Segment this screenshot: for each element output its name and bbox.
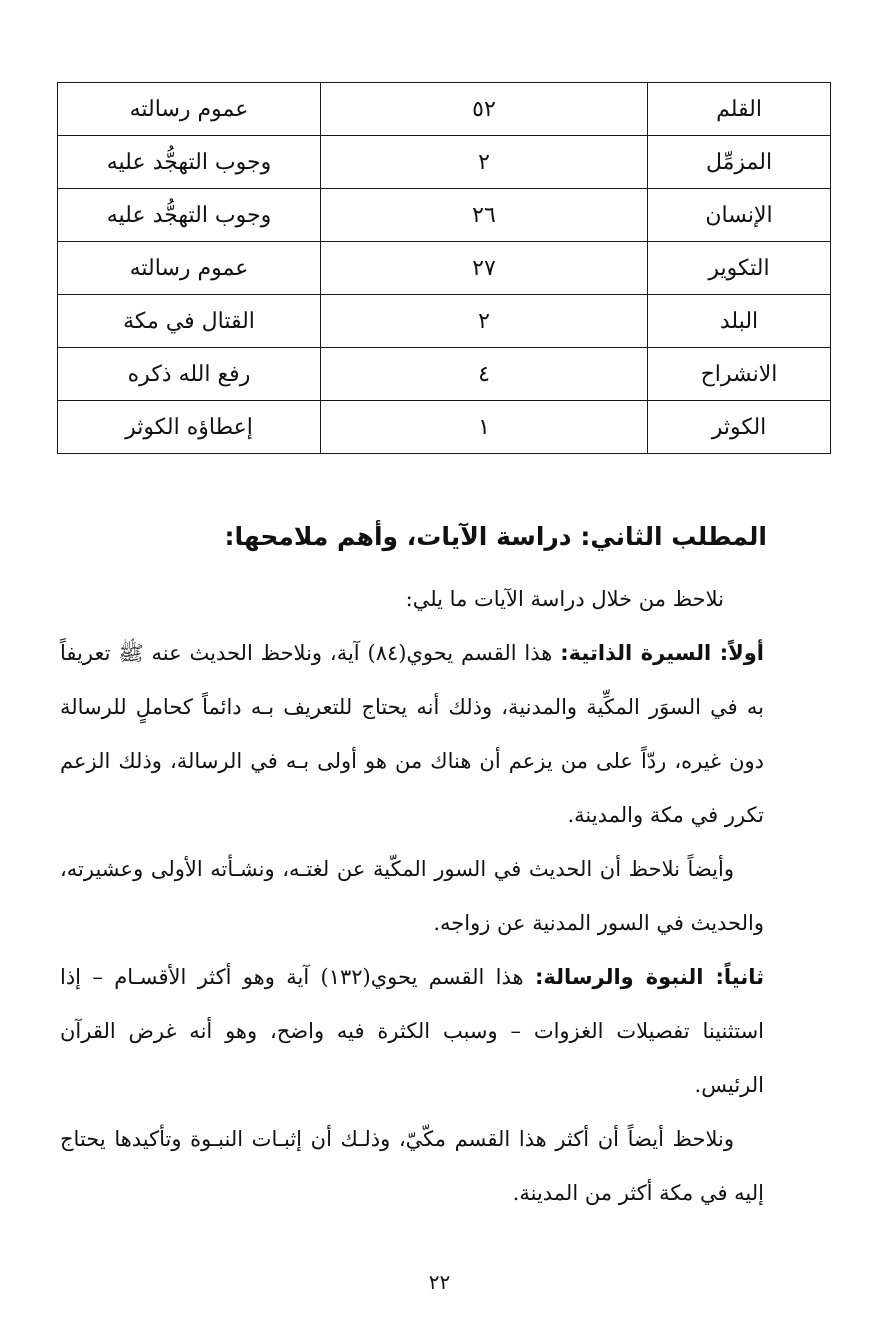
verse-count-cell: ٢ [321, 295, 648, 348]
topic-cell: عموم رسالته [58, 83, 321, 136]
topic-cell: عموم رسالته [58, 242, 321, 295]
surah-cell: المزمِّل [648, 136, 831, 189]
verse-count-cell: ٢٦ [321, 189, 648, 242]
paragraph-lead: ثانياً: النبوة والرسالة: [534, 965, 764, 989]
verse-count-cell: ٥٢ [321, 83, 648, 136]
topic-cell: القتال في مكة [58, 295, 321, 348]
verse-count-cell: ٢ [321, 136, 648, 189]
surah-table [57, 82, 831, 454]
table-row [58, 136, 831, 189]
paragraph-prophethood [60, 950, 764, 1112]
topic-cell: إعطاؤه الكوثر [58, 401, 321, 454]
table-row [58, 401, 831, 454]
page-number: ٢٢ [428, 1270, 451, 1294]
paragraph-lead: أولاً: السيرة الذاتية: [560, 641, 765, 665]
surah-table-body [58, 83, 831, 454]
surah-cell: الكوثر [648, 401, 831, 454]
table-row [58, 189, 831, 242]
paragraph-text: هذا القسم يحوي(١٣٢) آية وهو أكثر الأقسـام – إذا استثنينا تفصيلات الغزوات – وسبب الكثرة فيه واضح، وهو أنه غرض القرآن الرئيس. [60, 965, 764, 1097]
topic-cell: وجوب التهجُّد عليه [58, 136, 321, 189]
surah-cell: الانشراح [648, 348, 831, 401]
surah-cell: القلم [648, 83, 831, 136]
verse-count-cell: ١ [321, 401, 648, 454]
paragraph-upbringing: وأيضاً نلاحظ أن الحديث في السور المكّية عن لغتـه، ونشـأته الأولى وعشيرته، والحديث في السور المدنية عن زواجه. [60, 857, 764, 935]
verse-count-cell: ٤ [321, 348, 648, 401]
paragraph-biography [60, 626, 764, 842]
verse-count-cell: ٢٧ [321, 242, 648, 295]
body-text [60, 572, 764, 1220]
section-heading: المطلب الثاني: دراسة الآيات، وأهم ملامحها: [224, 522, 767, 551]
surah-cell: الإنسان [648, 189, 831, 242]
table-row [58, 295, 831, 348]
topic-cell: رفع الله ذكره [58, 348, 321, 401]
topic-cell: وجوب التهجُّد عليه [58, 189, 321, 242]
table-row [58, 83, 831, 136]
table-row [58, 242, 831, 295]
table-row [58, 348, 831, 401]
paragraph-meccan: ونلاحظ أيضاً أن أكثر هذا القسم مكّيّ، وذلـك أن إثبـات النبـوة وتأكيدها يحتاج إليه في مكة أكثر من المدينة. [60, 1127, 764, 1205]
surah-cell: التكوير [648, 242, 831, 295]
intro-paragraph: نلاحظ من خلال دراسة الآيات ما يلي: [405, 587, 724, 611]
paragraph-text: هذا القسم يحوي(٨٤) آية، ونلاحظ الحديث عنه ﷺ تعريفاً به في السوَر المكِّية والمدنية، وذلك أنه يحتاج للتعريف بـه دائماً كحاملٍ للرسالة دون غيره، ردّاً على من يزعم أن هناك من هو أولى بـه في الرسالة، وذلك الزعم تكرر في مكة والمدينة. [60, 641, 764, 827]
surah-cell: البلد [648, 295, 831, 348]
